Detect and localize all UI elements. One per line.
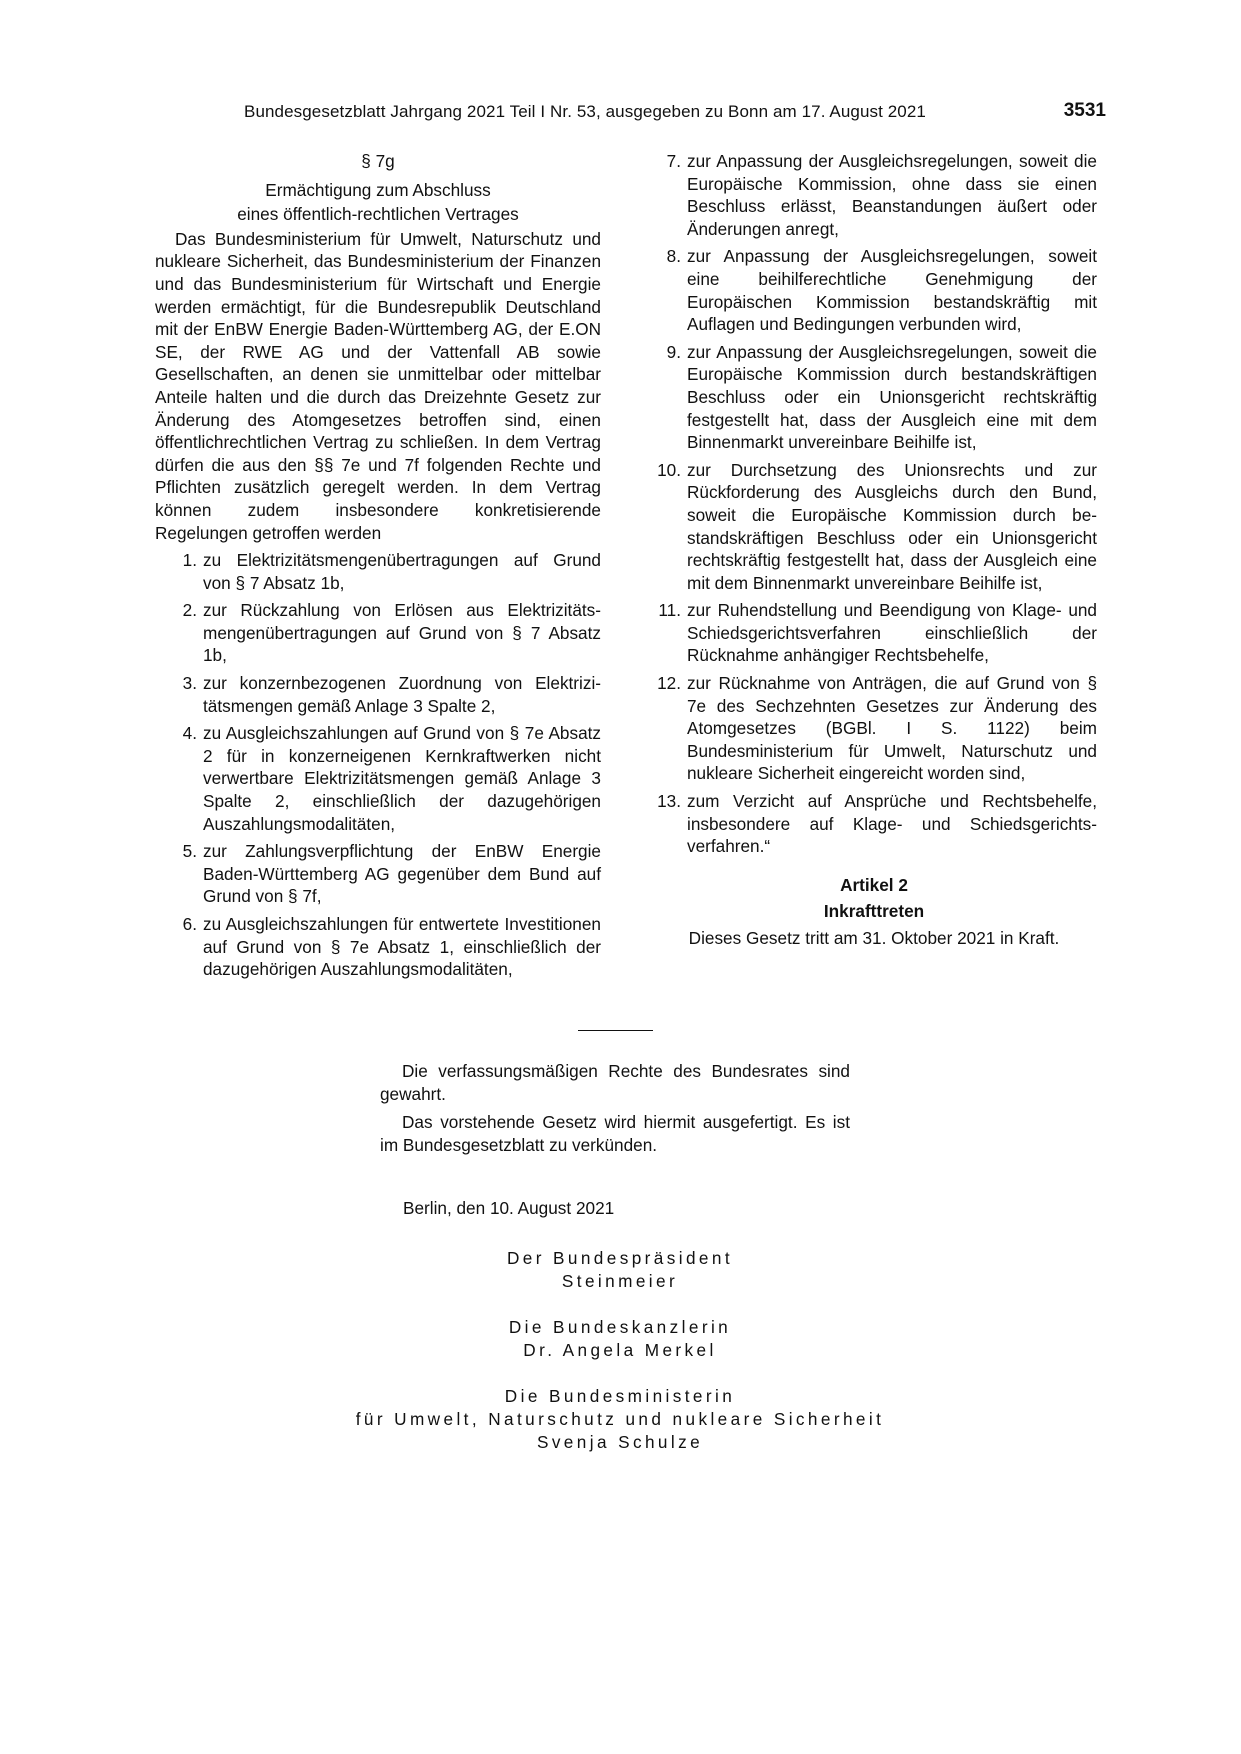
signatory-name: Svenja Schulze — [536, 1432, 704, 1452]
closing-statements — [380, 1060, 850, 1162]
section-number: § 7g — [361, 151, 395, 171]
signature-block-minister — [300, 1385, 940, 1454]
list-item: 4. zu Ausgleichszahlungen auf Grund von § 7e Absatz 2 für in konzerneigenen Kernkraftwerken nicht verwertbare Elektrizitätsmengen gemäß Anlage 3 Spalte 2, einschließlich der dazugehörigen Auszahlungsmodalitäten, — [182, 723, 601, 834]
list-item: 12. zur Rücknahme von Anträgen, die auf Grund von § 7e des Sechzehnten Gesetzes zur Änderung des Atomgesetzes (BGBl. I S. 1122) beim Bundesministerium für Umwelt, Naturschutz und nukleare Sicherheit eingereicht worden sind, — [657, 673, 1097, 784]
closing-paragraph-2: Das vorstehende Gesetz wird hiermit ausgefertigt. Es ist im Bundesgesetzblatt zu verkünden. — [380, 1112, 850, 1155]
signatory-role-line-2: für Umwelt, Naturschutz und nukleare Sicherheit — [355, 1409, 885, 1429]
left-item-list — [167, 549, 601, 981]
signatory-role: Der Bundespräsident — [506, 1248, 734, 1268]
article-number: Artikel 2 — [840, 874, 908, 895]
list-item: 9. zur Anpassung der Ausgleichsregelungen, soweit die Europäische Kommission durch bestandskräftigen Beschluss oder ein Unionsgericht rechtskräftig festgestellt hat, dass der Ausgleich eine mit dem Binnenmarkt unvereinbare Beihilfe ist, — [666, 341, 1097, 453]
list-item: 7. zur Anpassung der Ausgleichsregelungen, soweit die Europäische Kommission, ohne dass sie einen Beschluss erlässt, Beanstandungen äußert oder Änderungen anregt, — [666, 151, 1097, 239]
list-item: 1. zu Elektrizitätsmengenübertragungen auf Grund von § 7 Absatz 1b, — [182, 550, 601, 593]
list-item: 11. zur Ruhendstellung und Beendigung von Klage- und Schiedsgerichtsverfahren einschließlich der Rücknahme anhängiger Rechtsbehelfe, — [658, 600, 1097, 666]
right-item-list — [651, 150, 1097, 858]
signatory-role: Die Bundesministerin — [504, 1386, 736, 1406]
page-number: 3531 — [1063, 100, 1106, 121]
signatory-name: Dr. Angela Merkel — [523, 1340, 717, 1360]
list-item: 13. zum Verzicht auf Ansprüche und Rechtsbehelfe, insbesondere auf Klage- und Schiedsgerichtsverfahren.“ — [657, 791, 1097, 857]
list-item: 8. zur Anpassung der Ausgleichsregelungen, soweit eine beihilferechtliche Genehmigung der Europäischen Kommission bestandskräftig mit Auflagen und Bedingungen verbunden wird, — [666, 246, 1097, 335]
page-header — [244, 100, 1106, 126]
place-date: Berlin, den 10. August 2021 — [403, 1198, 615, 1218]
list-item: 3. zur konzernbezogenen Zuordnung von Elektrizitätsmengen gemäß Anlage 3 Spalte 2, — [182, 673, 601, 716]
list-item: 2. zur Rückzahlung von Erlösen aus Elektrizitätsmengenübertragungen auf Grund von § 7 Absatz 1b, — [182, 600, 601, 666]
signature-block-president — [300, 1247, 940, 1293]
signatory-role: Die Bundeskanzlerin — [508, 1317, 732, 1337]
list-item: 5. zur Zahlungsverpflichtung der EnBW Energie Baden-Württemberg AG gegenüber dem Bund auf Grund von § 7f, — [182, 841, 601, 907]
closing-paragraph-1: Die verfassungsmäßigen Rechte des Bundesrates sind gewahrt. — [380, 1061, 850, 1104]
article-text: Dieses Gesetz tritt am 31. Oktober 2021 in Kraft. — [688, 928, 1060, 948]
article-title: Inkrafttreten — [823, 901, 925, 922]
left-column — [155, 150, 601, 981]
section-intro-paragraph: Das Bundesministerium für Umwelt, Naturschutz und nukleare Sicherheit, das Bundesministerium der Finanzen und das Bundesministerium für Wirtschaft und Energie werden ermächtigt, für die Bundesrepublik Deutschland mit der EnBW Energie Baden-Württemberg AG, der E.ON SE, der RWE AG und der Vattenfall AB sowie Gesellschaften, an denen sie unmittelbar oder mittelbar Anteile halten und die durch das Dreizehnte Gesetz zur Änderung des Atomgesetzes betroffen sind, einen öffentlichrechtlichen Vertrag zu schließen. In dem Vertrag dürfen die aus den §§ 7e und 7f folgenden Rechte und Pflichten zusätzlich geregelt werden. In dem Vertrag können zudem insbesondere konkretisierende Regelungen getroffen werden — [155, 228, 601, 543]
list-item: 6. zu Ausgleichszahlungen für entwertete Investitionen auf Grund von § 7e Absatz 1, einschließlich der dazugehörigen Auszahlungsmodalitäten, — [182, 914, 601, 980]
divider-line — [578, 1030, 653, 1031]
section-title-line-1: Ermächtigung zum Abschluss — [265, 179, 491, 200]
section-title-line-2: eines öffentlich-rechtlichen Vertrages — [237, 204, 519, 225]
signatory-name: Steinmeier — [561, 1271, 679, 1291]
right-column — [651, 150, 1097, 950]
list-item: 10. zur Durchsetzung des Unionsrechts und zur Rückforderung des Ausgleichs durch den Bund, soweit die Europäische Kommission durch bestandskräftigen Beschluss oder ein Unionsgericht rechtskräftig festgestellt hat, dass der Ausgleich eine mit dem Binnenmarkt unvereinbare Beihilfe ist, — [657, 459, 1097, 593]
gazette-header: Bundesgesetzblatt Jahrgang 2021 Teil I Nr. 53, ausgegeben zu Bonn am 17. August 2021 — [244, 102, 926, 121]
signature-block-chancellor — [300, 1316, 940, 1362]
